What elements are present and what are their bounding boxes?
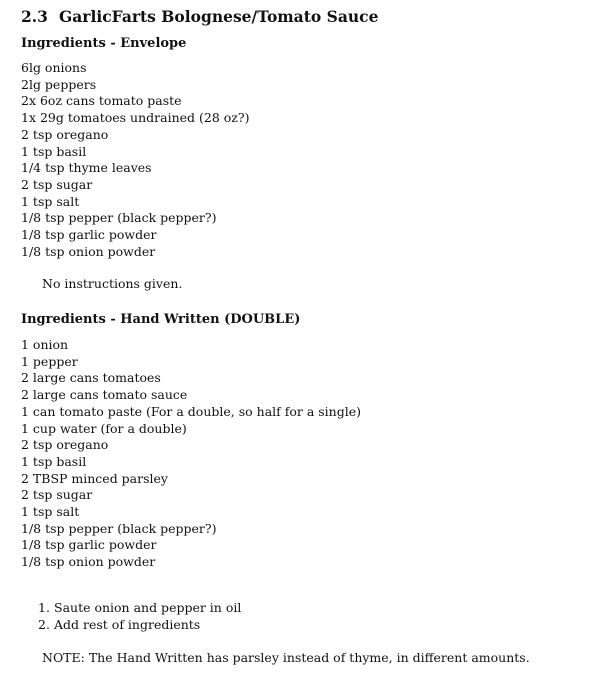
- ingredient-item: 2 large cans tomato sauce: [21, 387, 188, 403]
- section-number: 2.3: [21, 7, 48, 26]
- section-title-text: GarlicFarts Bolognese/Tomato Sauce: [59, 7, 379, 26]
- instruction-step: [38, 600, 241, 617]
- instruction-steps: [38, 600, 241, 633]
- ingredient-item: 1/8 tsp garlic powder: [21, 537, 157, 553]
- ingredient-item: 2 tsp oregano: [21, 126, 109, 142]
- ingredient-item: 1 onion: [21, 337, 69, 352]
- step-number: 2.: [38, 616, 50, 632]
- ingredient-item: 2 tsp sugar: [21, 487, 93, 503]
- ingredient-item: 1/4 tsp thyme leaves: [21, 160, 152, 176]
- instruction-step: [38, 617, 241, 634]
- ingredient-item: 2 large cans tomatoes: [21, 370, 161, 386]
- ingredient-item: 6lg onions: [21, 60, 87, 75]
- envelope-ingredients-list: [21, 60, 249, 260]
- step-number: 1.: [38, 600, 50, 615]
- ingredient-item: 1 cup water (for a double): [21, 420, 187, 436]
- ingredient-item: 2x 6oz cans tomato paste: [21, 93, 182, 109]
- ingredient-item: 1/8 tsp onion powder: [21, 554, 156, 570]
- ingredient-item: 1 pepper: [21, 353, 78, 369]
- comparison-note: NOTE: The Hand Written has parsley instead of thyme, in different amounts.: [42, 650, 530, 665]
- ingredient-item: 1 tsp salt: [21, 504, 80, 520]
- step-text: Saute onion and pepper in oil: [54, 600, 242, 615]
- handwritten-ingredients-heading: Ingredients - Hand Written (DOUBLE): [21, 312, 301, 327]
- handwritten-ingredients-list: [21, 337, 361, 571]
- ingredient-item: 2lg peppers: [21, 76, 97, 92]
- section-title: [21, 7, 378, 26]
- ingredient-item: 1/8 tsp pepper (black pepper?): [21, 210, 217, 226]
- ingredient-item: 1 tsp basil: [21, 143, 87, 159]
- ingredient-item: 1 tsp basil: [21, 453, 87, 469]
- ingredient-item: 1/8 tsp onion powder: [21, 243, 156, 259]
- ingredient-item: 1 tsp salt: [21, 193, 80, 209]
- ingredient-item: 2 TBSP minced parsley: [21, 470, 168, 486]
- envelope-ingredients-heading: Ingredients - Envelope: [21, 36, 187, 51]
- envelope-instructions: No instructions given.: [42, 276, 183, 291]
- ingredient-item: 1 can tomato paste (For a double, so half for a single): [21, 403, 362, 419]
- ingredient-item: 1/8 tsp garlic powder: [21, 227, 157, 243]
- step-text: Add rest of ingredients: [54, 616, 201, 632]
- ingredient-item: 1x 29g tomatoes undrained (28 oz?): [21, 110, 250, 126]
- ingredient-item: 1/8 tsp pepper (black pepper?): [21, 520, 217, 536]
- ingredient-item: 2 tsp oregano: [21, 437, 109, 453]
- ingredient-item: 2 tsp sugar: [21, 176, 93, 192]
